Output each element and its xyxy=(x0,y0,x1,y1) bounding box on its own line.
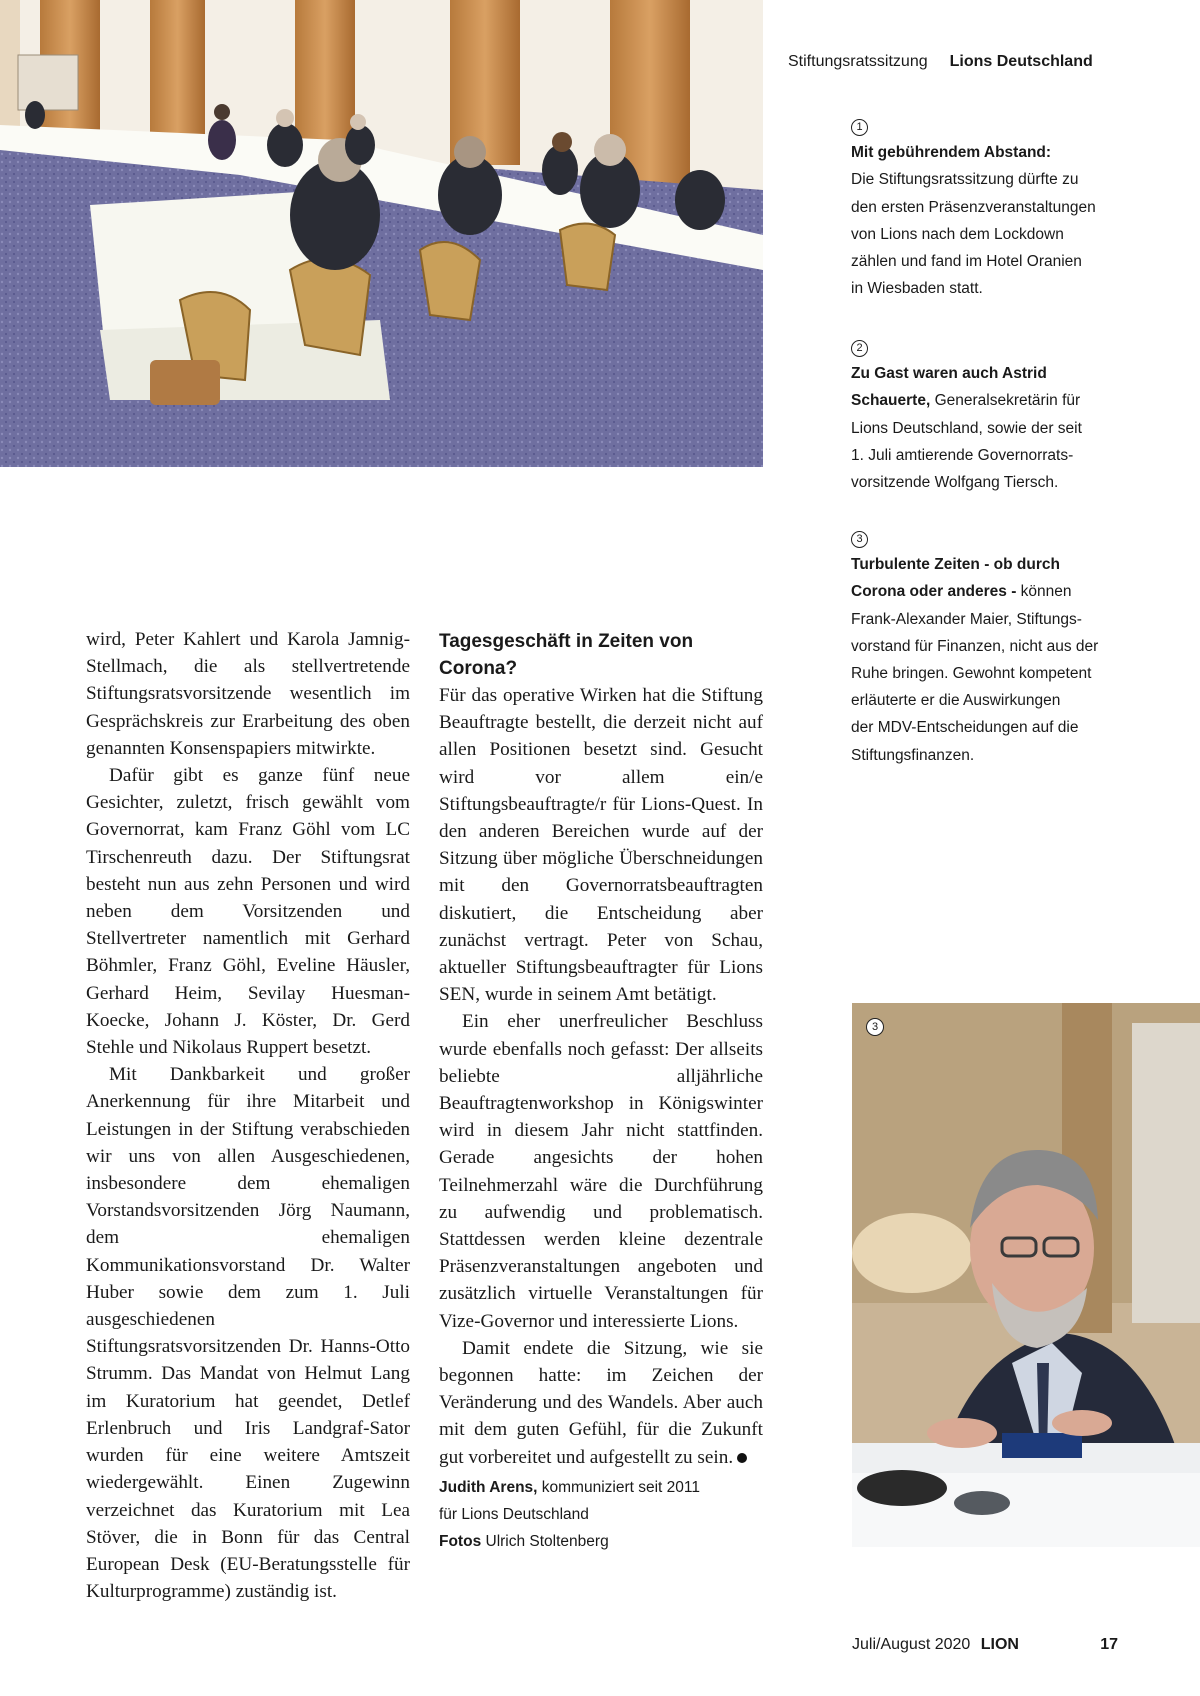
footer-issue: Juli/August 2020 xyxy=(852,1636,971,1653)
caption-3-line: erläuterte er die Auswirkungen xyxy=(851,692,1061,710)
caption-1-line: Die Stiftungsratssitzung dürfte zu xyxy=(851,171,1079,189)
caption-1-line: den ersten Präsenzveranstaltungen xyxy=(851,198,1096,216)
page-footer xyxy=(852,1636,1118,1654)
caption-number-badge: 3 xyxy=(851,531,868,548)
running-header xyxy=(788,53,1093,71)
caption-1-bold: Mit gebührendem Abstand: xyxy=(851,144,1052,162)
photo-speaker xyxy=(852,1003,1200,1547)
caption-number-badge: 2 xyxy=(851,340,868,357)
caption-2-line: 1. Juli amtierende Governorrats- xyxy=(851,446,1074,464)
section-heading: Tagesgeschäft in Zeiten von Corona? xyxy=(439,631,694,679)
caption-1-line: in Wiesbaden statt. xyxy=(851,280,983,298)
caption-3 xyxy=(851,524,1121,769)
caption-3-line: vorstand für Finanzen, nicht aus der xyxy=(851,637,1099,655)
photo-credit-name: Ulrich Stoltenberg xyxy=(481,1533,609,1550)
body-paragraph: wird, Peter Kahlert und Karola Jamnig-Stellmach, die als stellvertretende Stiftungsratsvorsitzende wesentlich im Gesprächskreis zur Erarbeitung des oben genannten Konsenspapiers mitwirkte. xyxy=(86,629,410,759)
caption-2 xyxy=(851,333,1121,496)
author-note-line2: für Lions Deutschland xyxy=(439,1506,589,1523)
caption-2-line: vorsitzende Wolfgang Tiersch. xyxy=(851,474,1059,492)
caption-1-line: zählen und fand im Hotel Oranien xyxy=(851,253,1082,271)
header-org: Lions Deutschland xyxy=(949,53,1093,70)
caption-3-line: Frank-Alexander Maier, Stiftungs- xyxy=(851,610,1082,628)
header-section: Stiftungsratssitzung xyxy=(788,53,928,70)
body-paragraph: Damit endete die Sitzung, wie sie begonnen hatte: im Zeichen der Veränderung und des Wandels. Aber auch mit dem guten Gefühl, für die Zukunft gut vorbereitet und aufgestellt zu sein. xyxy=(439,1337,763,1468)
caption-1 xyxy=(851,112,1121,302)
caption-3-line: Stiftungsfinanzen. xyxy=(851,746,975,764)
photo-conference-room xyxy=(0,0,763,467)
caption-1-line: von Lions nach dem Lockdown xyxy=(851,225,1064,243)
body-paragraph: Mit Dankbarkeit und großer Anerkennung für ihre Mitarbeit und Leistungen in der Stiftung verabschieden wir uns von allen Ausgeschiedenen, insbesondere dem ehemaligen Vorstandsvorsitzenden Jörg Naumann, dem ehemaligen Kommunikationsvorstand Dr. Walter Huber sowie dem zum 1. Juli ausgeschiedenen Stiftungsratsvorsitzenden Dr. Hanns-Otto Strumm. Das Mandat von Helmut Lang im Kuratorium hat geendet, Detlef Erlenbruch und Iris Landgraf-Sator wurden für eine weitere Amtszeit wiedergewählt. Einen Zugewinn verzeichnet das Kuratorium mit Lea Stöver, die in Bonn für das Central European Desk (EU-Beratungsstelle für Kulturprogramme) zuständig ist. xyxy=(86,1064,410,1603)
author-credits xyxy=(439,1474,769,1555)
body-paragraph: Ein eher unerfreulicher Beschluss wurde ebenfalls noch gefasst: Der allseits beliebte alljährliche Beauftragtenworkshop in Königswinter wird in diesem Jahr nicht stattfinden. Gerade angesichts der hohen Teilnehmerzahl wäre die Durchführung zu aufwendig und problematisch. Stattdessen werden kleine dezentrale Präsenzveranstaltungen angeboten und zusätzlich virtuelle Veranstaltungen für Vize-Governor und interessierte Lions. xyxy=(439,1011,763,1332)
caption-2-bold: Schauerte, xyxy=(851,392,931,410)
caption-3-bold: Turbulente Zeiten - ob durch xyxy=(851,556,1060,574)
page-number: 17 xyxy=(1100,1636,1118,1653)
photo-number-badge: 3 xyxy=(866,1018,884,1036)
body-paragraph: Für das operative Wirken hat die Stiftung Beauftragte bestellt, die derzeit nicht auf allen Positionen besetzt sind. Gesucht wird vor allem ein/e Stiftungsbeauftragte/r für Lions-Quest. In den anderen Bereichen wurde auf der Sitzung über mögliche Überschneidungen mit den Governorratsbeauftragten diskutiert, die Entscheidung aber zunächst vertragt. Peter von Schau, aktueller Stiftungsbeauftragter für Lions SEN, wurde in seinem Amt betätigt. xyxy=(439,685,763,1006)
caption-2-line: Lions Deutschland, sowie der seit xyxy=(851,419,1082,437)
footer-magazine: LION xyxy=(980,1636,1019,1653)
caption-3-line: Ruhe bringen. Gewohnt kompetent xyxy=(851,665,1092,683)
author-name: Judith Arens, xyxy=(439,1479,538,1496)
photo-credit-label: Fotos xyxy=(439,1533,482,1550)
author-note: kommuniziert seit 2011 xyxy=(537,1479,700,1496)
end-of-article-icon xyxy=(737,1453,747,1463)
caption-2-bold: Zu Gast waren auch Astrid xyxy=(851,365,1047,383)
caption-3-bold: Corona oder anderes - xyxy=(851,583,1017,601)
article-column-1 xyxy=(86,626,410,1605)
article-column-2 xyxy=(439,682,763,1471)
caption-3-text: können xyxy=(1016,583,1072,601)
caption-number-badge: 1 xyxy=(851,119,868,136)
caption-3-line: der MDV-Entscheidungen auf die xyxy=(851,719,1079,737)
body-paragraph: Dafür gibt es ganze fünf neue Gesichter, zuletzt, frisch gewählt vom Governorrat, kam Franz Göhl vom LC Tirschenreuth dazu. Der Stiftungsrat besteht nun aus zehn Personen und wird neben dem Vorsitzenden und Stellvertreter namentlich mit Gerhard Böhmler, Franz Göhl, Eveline Häusler, Gerhard Heim, Sevilay Huesman-Koecke, Johann J. Köster, Dr. Gerd Stehle und Nikolaus Ruppert besetzt. xyxy=(86,765,410,1059)
caption-2-text: Generalsekretärin für xyxy=(930,392,1081,410)
